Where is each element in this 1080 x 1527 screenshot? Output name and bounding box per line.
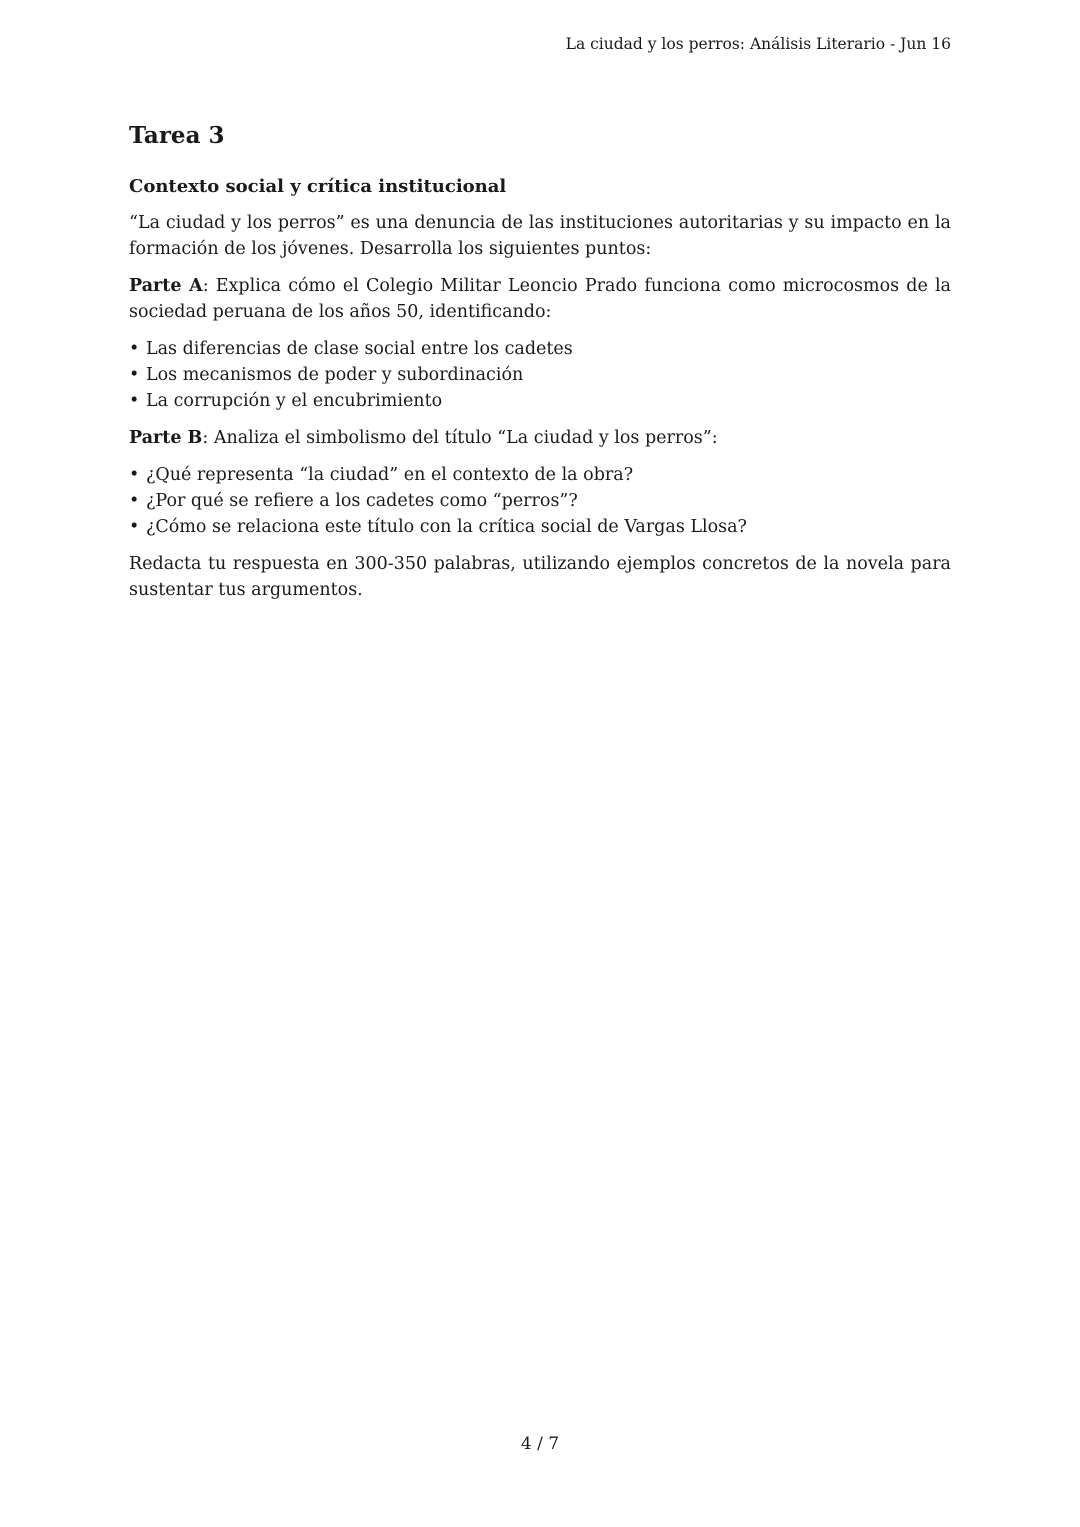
part-a-label: Parte A [129,276,203,296]
page-number: 4 / 7 [520,1434,560,1454]
closing-paragraph: Redacta tu respuesta en 300-350 palabras, utilizando ejemplos concretos de la novela para sustentar tus argumentos. [129,554,951,600]
task-title: Tarea 3 [129,122,225,149]
part-b-label: Parte B [129,428,203,448]
part-a-paragraph [129,273,951,325]
part-b-item: • ¿Por qué se refiere a los cadetes como “perros”? [129,488,951,514]
part-b-paragraph [129,425,951,451]
part-a-text: : Explica cómo el Colegio Militar Leoncio Prado funciona como microcosmos de la sociedad peruana de los años 50, identificando: [129,276,951,322]
task-content [129,120,951,614]
running-header: La ciudad y los perros: Análisis Literario - Jun 16 [565,35,951,53]
part-b-item: • ¿Qué representa “la ciudad” en el contexto de la obra? [129,462,951,488]
part-b-text: : Analiza el simbolismo del título “La ciudad y los perros”: [202,428,718,448]
part-b-item: • ¿Cómo se relaciona este título con la crítica social de Vargas Llosa? [129,514,951,540]
part-a-item: • Los mecanismos de poder y subordinación [129,362,951,388]
part-b-list [129,462,951,540]
section-title: Contexto social y crítica institucional [129,176,507,197]
part-a-item: • Las diferencias de clase social entre los cadetes [129,336,951,362]
intro-paragraph: “La ciudad y los perros” es una denuncia de las instituciones autoritarias y su impacto en la formación de los jóvenes. Desarrolla los siguientes puntos: [129,213,951,259]
part-a-list [129,336,951,414]
part-a-item: • La corrupción y el encubrimiento [129,388,951,414]
